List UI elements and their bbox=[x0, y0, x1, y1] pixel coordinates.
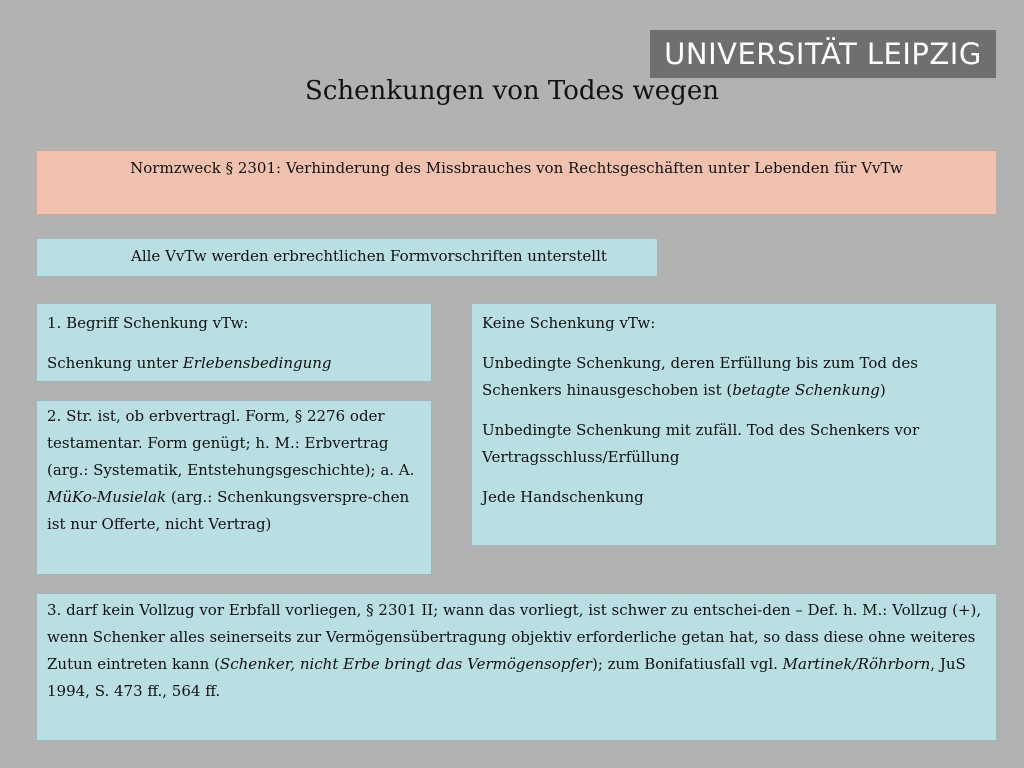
slide-title: Schenkungen von Todes wegen bbox=[305, 76, 719, 106]
begriff-box bbox=[36, 303, 432, 382]
streit-part2: (arg.: Schenkungsverspre-chen ist nur Offerte, nicht Vertrag) bbox=[47, 488, 410, 533]
vollzug-part2: ); zum Bonifatiusfall vgl. bbox=[591, 655, 783, 673]
vollzug-part3: , JuS 1994, S. 473 ff., 564 ff. bbox=[47, 655, 966, 700]
streit-box bbox=[36, 400, 432, 575]
vollzug-text bbox=[47, 597, 986, 705]
vollzug-part1: 3. darf kein Vollzug vor Erbfall vorliegen, § 2301 II; wann das vorliegt, ist schwer zu entschei-den – Def. h. M.: Vollzug (+), wenn Schenker alles seinerseits zur Vermögensübertragung objektiv erforderliche getan hat, so dass diese ohne weiteres Zutun eintreten kann ( bbox=[47, 601, 982, 673]
keine-schenkung-box bbox=[471, 303, 997, 546]
streit-text bbox=[47, 403, 421, 538]
keine-item-2: Unbedingte Schenkung mit zufäll. Tod des Schenkers vor Vertragsschluss/Erfüllung bbox=[482, 421, 920, 466]
keine-heading: Keine Schenkung vTw: bbox=[482, 314, 656, 332]
vollzug-italic-1: Schenker, nicht Erbe bringt das Vermögensopfer bbox=[219, 655, 592, 673]
streit-part1: 2. Str. ist, ob erbvertragl. Form, § 2276 oder testamentar. Form genügt; h. M.: Erbvertrag (arg.: Systematik, Entstehungsgeschichte); a. A. bbox=[47, 407, 415, 479]
formvorschriften-text: Alle VvTw werden erbrechtlichen Formvorschriften unterstellt bbox=[131, 247, 607, 265]
university-logo bbox=[650, 30, 996, 78]
keine-item-1-end: ) bbox=[879, 381, 886, 399]
logo-text: UNIVERSITÄT LEIPZIG bbox=[664, 37, 982, 71]
streit-italic: MüKo-Musielak bbox=[47, 488, 167, 506]
keine-item-3: Jede Handschenkung bbox=[482, 488, 644, 506]
begriff-line bbox=[47, 350, 421, 377]
keine-item-1-italic: betagte Schenkung bbox=[732, 381, 880, 399]
begriff-heading: 1. Begriff Schenkung vTw: bbox=[47, 314, 249, 332]
keine-item-1-text: Unbedingte Schenkung, deren Erfüllung bis zum Tod des Schenkers hinausgeschoben ist ( bbox=[482, 354, 918, 399]
vollzug-italic-2: Martinek/Röhrborn bbox=[782, 655, 931, 673]
keine-item-1 bbox=[482, 350, 986, 404]
normzweck-box bbox=[36, 150, 997, 215]
begriff-line-prefix: Schenkung unter bbox=[47, 354, 183, 372]
vollzug-box bbox=[36, 593, 997, 741]
begriff-line-italic: Erlebensbedingung bbox=[182, 354, 332, 372]
normzweck-text: Normzweck § 2301: Verhinderung des Missbrauches von Rechtsgeschäften unter Lebenden für VvTw bbox=[130, 159, 903, 177]
formvorschriften-box bbox=[36, 238, 658, 277]
